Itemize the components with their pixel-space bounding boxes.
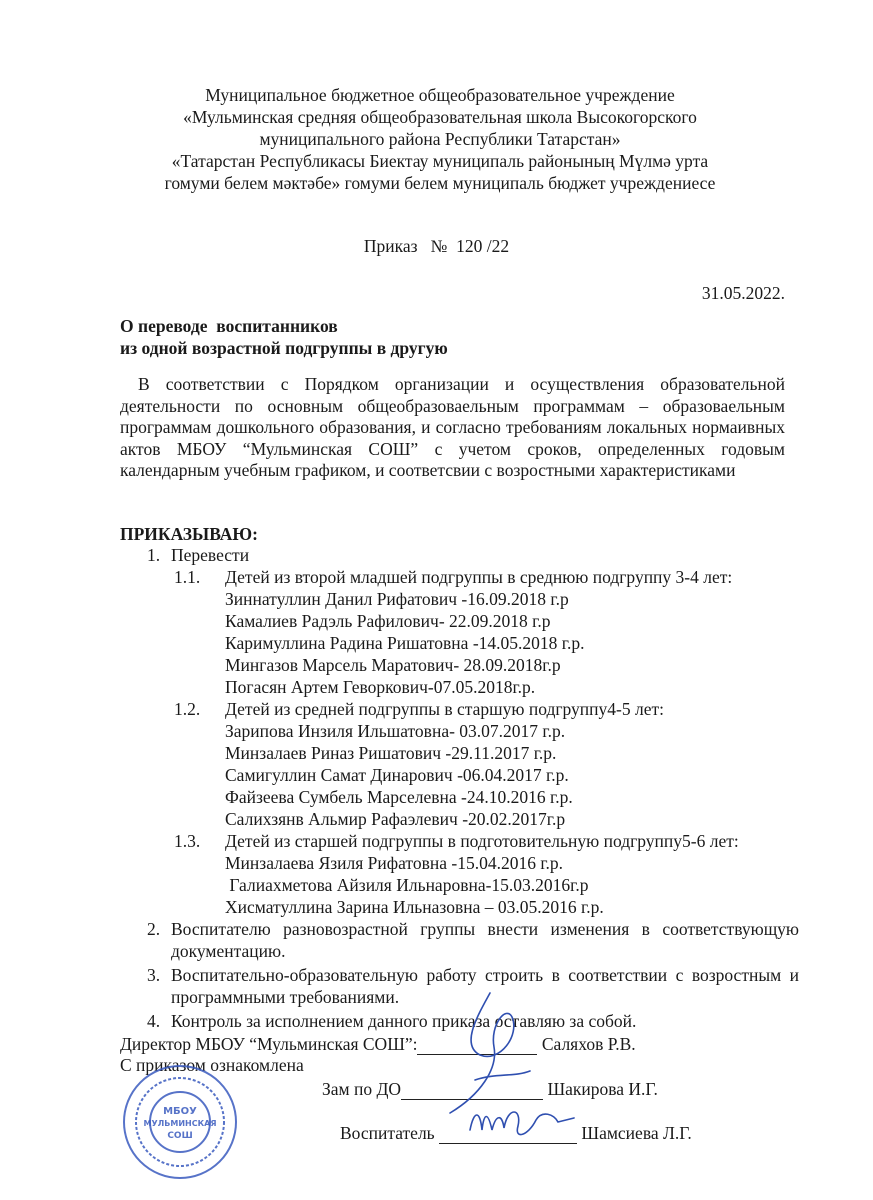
child-entry: Минзалаев Риназ Ришатович -29.11.2017 г.р.: [225, 743, 557, 763]
teacher-label: Воспитатель: [340, 1123, 435, 1143]
header-line: муниципального района Республики Татарстан»: [259, 129, 621, 149]
subject-line: из одной возрастной подгруппы в другую: [120, 338, 448, 358]
child-entry: Мингазов Марсель Маратович- 28.09.2018г.р: [225, 655, 561, 675]
child-entry: Галиахметова Айзиля Ильнаровна-15.03.2016г.р: [225, 875, 589, 895]
teacher-signature-scribble: [466, 1100, 576, 1145]
child-entry: Каримуллина Радина Ришатовна -14.05.2018 г.р.: [225, 633, 585, 653]
acquainted-label: С приказом ознакомлена: [120, 1055, 304, 1075]
child-entry: Зиннатуллин Данил Рифатович -16.09.2018 г.р: [225, 589, 569, 609]
subject-line: О переводе воспитанников: [120, 316, 338, 336]
child-entry: Зарипова Инзиля Ильшатовна- 03.07.2017 г.р.: [225, 721, 566, 741]
header-line: «Татарстан Республикасы Биектау муниципаль районының Мүлмә урта: [171, 151, 709, 171]
header-line: Муниципальное бюджетное общеобразовательное учреждение: [205, 85, 675, 105]
svg-text:СОШ: СОШ: [167, 1131, 193, 1141]
child-entry: Погасян Артем Геворкович-07.05.2018г.р.: [225, 677, 536, 697]
school-stamp-icon: [120, 1062, 240, 1182]
child-entry: Файзеева Сумбель Марселевна -24.10.2016 г.р.: [225, 787, 573, 807]
child-entry: Самигуллин Самат Динарович -06.04.2017 г.р.: [225, 765, 569, 785]
director-name: Саляхов Р.В.: [541, 1034, 636, 1054]
header-line: гомуми белем мәктәбе» гомуми белем муниципаль бюджет учреждениесе: [164, 173, 716, 193]
institution-header: [80, 84, 800, 194]
child-entry: Камалиев Радэль Рафилович- 22.09.2018 г.р: [225, 611, 551, 631]
deputy-label: Зам по ДО: [322, 1079, 402, 1099]
deputy-name: Шакирова И.Г.: [547, 1079, 658, 1099]
document-page: Муниципальное бюджетное общеобразовательное учреждение «Мульминская средняя общеобразовательная школа Высокогорского муниципального района Республики Татарстан» «Татарстан Республикасы Биектау муниципаль районының Мүлмә урта гомуми белем мәктәбе» гомуми белем муниципаль бюджет учреждениесе Приказ № 120 /22 31.05.2022. О переводе воспитанников из одной возрастной подгруппы в другую В соответствии с Порядком организации и осуществления образовательной деятельности по основным общеобразоваельным программам – образоваельным программам дошкольного образования, и согласно требованиям локальных нормаивных актов МБОУ “Мульминская СОШ” с учетом сроков, определенных годовым календарным учебным графиком, и соответсвии с возростными характеристиками ПРИКАЗЫВАЮ: 1. Перевести 1.1. Детей из второй младшей подгруппы в среднюю подгруппу 3-4 лет: Зиннатуллин Данил Рифатович -16.09.2018 г.р Камалиев Радэль Рафилович- 22.09.2018 г.р Каримуллина Радина Ришатовна -14.05.2018 г.р. Мингазов Марсель Маратович- 28.09.2018г.р Погасян Артем Геворкович-07.05.2018г.р. 1.2. Детей из средней подгруппы в старшую подгруппу4-5 лет: Зарипова Инзиля Ильшатовна- 03.07.2017 г.р. Минзалаев Риназ Ришатович -29.11.2017 г.р. Самигуллин Самат Динарович -06.04.2017 г.р. Файзеева Сумбель Марселевна -24.10.2016 г.р. Салихзянв Альмир Рафаэлевич -20.02.2017г.р 1.3. Детей из старшей подгруппы в подготовительную подгруппу5-6 лет: Минзалаева Язиля Рифатовна -15.04.2016 г.р. Галиахметова Айзиля Ильнаровна-15.03.2016г.р Хисматуллина Зарина Ильназовна – 03.05.2016 г.р. 2. Воспитателю разновозрастной группы внести изменения в соответствующую документацию. 3. Воспитательно-образовательную работу строить в соответствии с возростным и программными требованиями. 4. Контроль за исполнением данного приказа оставляю за собой. Директор МБОУ “Мульминская СОШ”: Саляхов Р.В. С приказом ознакомлена Зам по ДО Шакирова И.Г. Воспитатель Шамсиева Л.Г. МБОУ МУЛЬМИНСКАЯ СОШ: [0, 0, 873, 1200]
header-line: «Мульминская средняя общеобразовательная школа Высокогорского: [183, 107, 697, 127]
child-entry: Хисматуллина Зарина Ильназовна – 03.05.2016 г.р.: [225, 897, 604, 917]
child-entry: Минзалаева Язиля Рифатовна -15.04.2016 г.р.: [225, 853, 564, 873]
child-entry: Салихзянв Альмир Рафаэлевич -20.02.2017г.р: [225, 809, 566, 829]
prikaz-heading: ПРИКАЗЫВАЮ:: [120, 524, 258, 544]
svg-text:МБОУ: МБОУ: [163, 1106, 197, 1117]
preamble-paragraph: В соответствии с Порядком организации и осуществления образовательной деятельности по основным общеобразоваельным программам – образоваельным программам дошкольного образования, и согласно требованиям локальных нормаивных актов МБОУ “Мульминская СОШ” с учетом сроков, определенных годовым календарным учебным графиком, и соответсвии с возростными характеристиками: [120, 374, 785, 480]
director-label: Директор МБОУ “Мульминская СОШ”:: [120, 1034, 418, 1054]
order-date: 31.05.2022.: [701, 283, 785, 303]
teacher-name: Шамсиева Л.Г.: [581, 1123, 692, 1143]
svg-text:МУЛЬМИНСКАЯ: МУЛЬМИНСКАЯ: [143, 1119, 217, 1128]
order-subject: [120, 315, 448, 359]
order-title: Приказ № 120 /22: [363, 236, 510, 256]
